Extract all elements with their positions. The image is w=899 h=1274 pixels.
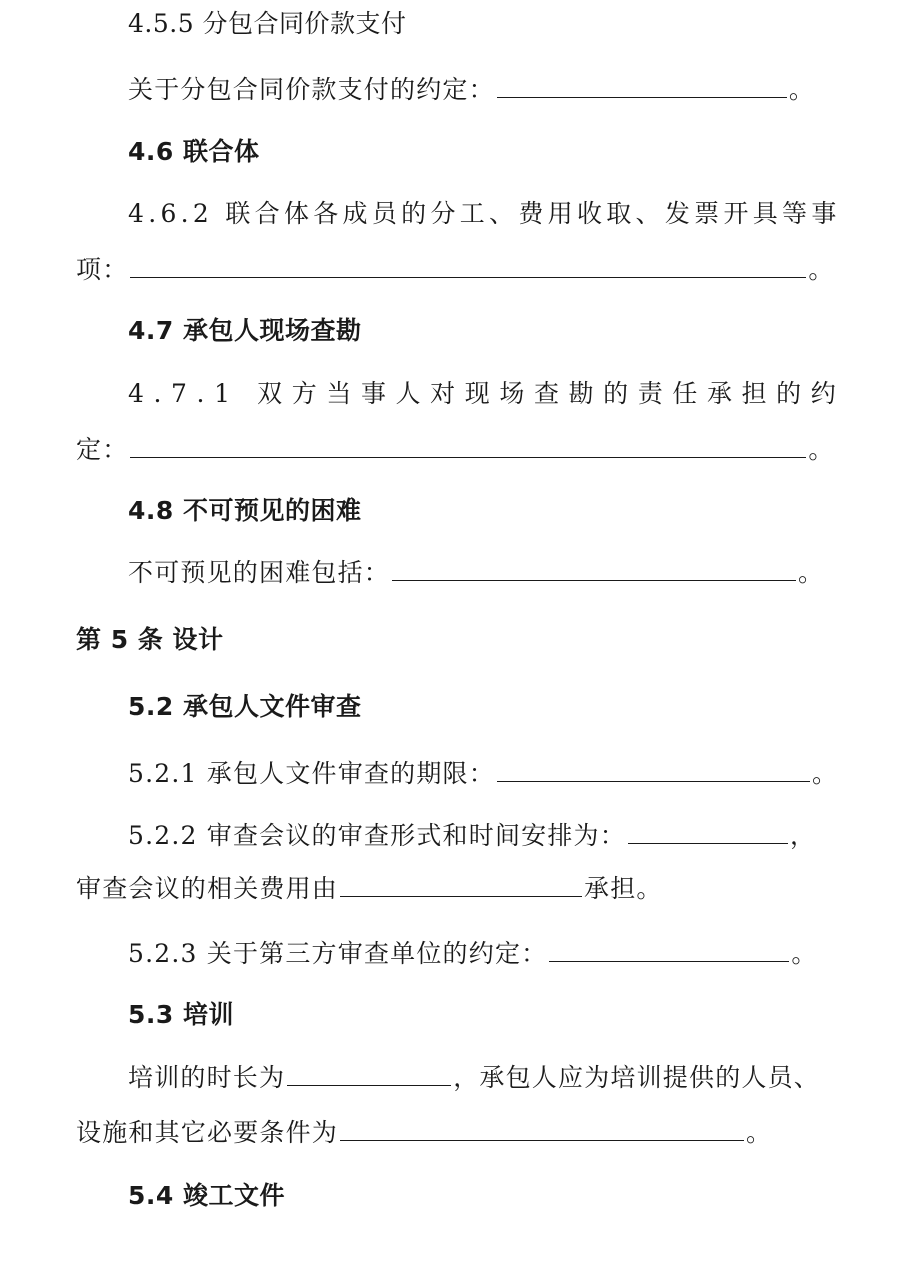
s53-line1 [128, 1060, 820, 1096]
s52-p3-blank[interactable] [549, 937, 789, 962]
s48-blank[interactable] [392, 556, 796, 581]
s455-blank[interactable] [497, 73, 787, 98]
s52-p3-text: 5.2.3 关于第三方审查单位的约定： [128, 939, 548, 968]
s455-text: 关于分包合同价款支付的约定： [128, 75, 495, 104]
s52-p1-end: 。 [811, 759, 839, 788]
s46-line2 [76, 252, 835, 288]
s52-p2-line2 [76, 871, 663, 907]
section-4-5-5-title: 4.5.5 分包合同价款支付 [128, 9, 407, 38]
s46-blank[interactable] [130, 253, 806, 278]
s52-p3-end: 。 [791, 939, 818, 968]
s53-line1a: 培训的时长为 [128, 1063, 286, 1092]
s53-blank-1[interactable] [287, 1061, 451, 1086]
s52-p2b-text: 审查会议的相关费用由 [76, 874, 339, 903]
s52-p2-line1 [128, 818, 816, 854]
s455-paragraph [128, 72, 815, 108]
section-4-7-title: 4.7 承包人现场查勘 [128, 316, 362, 345]
s46-label: 项： [76, 255, 129, 284]
section-5-4-title: 5.4 竣工文件 [128, 1181, 285, 1210]
section-4-8-title: 4.8 不可预见的困难 [128, 496, 362, 525]
s48-text: 不可预见的困难包括： [128, 558, 391, 587]
s47-label: 定： [76, 435, 129, 464]
s52-p1-text: 5.2.1 承包人文件审查的期限： [128, 759, 495, 788]
section-5-2-title: 5.2 承包人文件审查 [128, 692, 362, 721]
s52-p1-blank[interactable] [497, 757, 810, 782]
s52-p3 [128, 936, 818, 972]
section-4-6-title: 4.6 联合体 [128, 137, 260, 166]
s48-paragraph [128, 555, 824, 591]
s53-line2-text: 设施和其它必要条件为 [76, 1118, 339, 1147]
s455-end: 。 [788, 75, 816, 104]
s47-line2 [76, 432, 835, 468]
s52-p2a-text: 5.2.2 审查会议的审查形式和时间安排为： [128, 821, 626, 850]
s52-p2b-end: 承担。 [584, 874, 663, 903]
s46-line1: 4.6.2 联合体各成员的分工、费用收取、发票开具等事 [128, 199, 841, 228]
s52-p2b-blank[interactable] [340, 872, 582, 897]
s52-p1 [128, 756, 838, 792]
s47-line1: 4.7.1 双方当事人对现场查勘的责任承担的约 [128, 379, 846, 408]
s52-p2a-blank[interactable] [628, 819, 788, 844]
s47-blank[interactable] [130, 433, 806, 458]
s53-blank-2[interactable] [340, 1116, 744, 1141]
s47-end: 。 [808, 435, 835, 464]
article-5-title: 第 5 条 设计 [76, 625, 224, 654]
section-5-3-title: 5.3 培训 [128, 1000, 234, 1029]
s52-p2a-end: ， [789, 821, 817, 850]
s53-line1b: ，承包人应为培训提供的人员、 [453, 1063, 821, 1092]
s53-line2 [76, 1115, 772, 1151]
s53-end: 。 [746, 1118, 773, 1147]
s48-end: 。 [798, 558, 825, 587]
s46-end: 。 [808, 255, 835, 284]
